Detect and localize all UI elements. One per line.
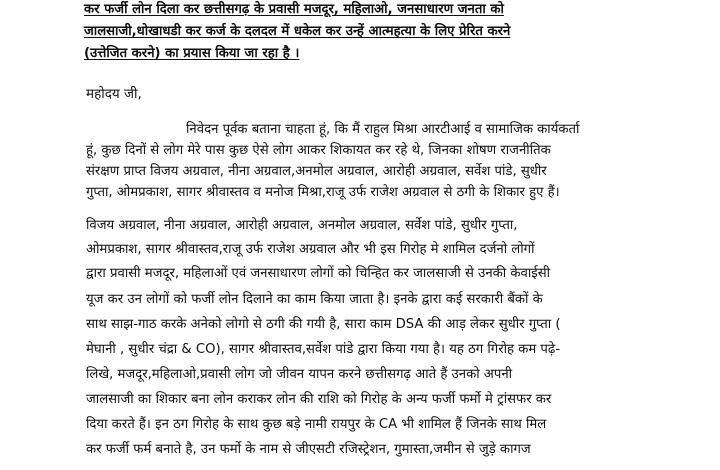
body-line: लिखे, मजदूर,महिलाओ,प्रवासी लोग जो जीवन यापन करने छत्तीसगढ़ आते हैं उनको अपनी <box>86 367 513 382</box>
body-line: संरक्षण प्राप्त विजय अग्रवाल, नीना अग्रवाल,अनमोल अग्रवाल, आरोही अग्रवाल, सर्वेश पांडे, सुधीर <box>86 164 547 179</box>
body-line: विजय अग्रवाल, नीना अग्रवाल, आरोही अग्रवाल, अनमोल अग्रवाल, सर्वेश पांडे, सुधीर गुप्ता, <box>86 218 518 233</box>
body-line: हूं, कुछ दिनों से लोग मेरे पास कुछ ऐसे लोग आकर शिकायत कर रहे थे, जिनका शोषण राजनीतिक <box>86 143 551 158</box>
body-line: जालसाजी का शिकार बना लोन कराकर लोन की राशि को गिरोह के अन्य फर्जी फर्मो मे ट्रांसफर कर <box>86 392 552 407</box>
body-line: गुप्ता, ओमप्रकाश, सागर श्रीवास्तव व मनोज मिश्रा,राजू उर्फ राजेश अग्रवाल से ठगी के शिकार हुए हैं। <box>86 185 560 200</box>
body-line: मेघानी , सुधीर चंद्रा & CO), सागर श्रीवास्तव,सर्वेश पांडे द्वारा किया गया है। यह ठग गिरोह कम पढ़े- <box>86 342 561 357</box>
body-line: साथ साझ-गाठ करके अनेको लोगो से ठगी की गयी है, सारा काम DSA की आड़ लेकर सुधीर गुप्ता ( <box>86 317 561 332</box>
body-line: द्वारा प्रवासी मजदूर, महिलाओं एवं जनसाधारण लोगों को चिन्हित कर जालसाजी से उनकी केवाईसी <box>86 266 551 281</box>
subject-line: कर फर्जी लोन दिला कर छत्तीसगढ़ के प्रवासी मजदूर, महिलाओ, जनसाधारण जनता को <box>84 2 504 17</box>
subject-line: (उत्तेजित करने) का प्रयास किया जा रहा है । <box>84 46 300 61</box>
salutation: महोदय जी, <box>86 86 142 102</box>
body-line: कर फर्जी फर्म बनाते है, उन फर्मो के नाम से जीएसटी रजिस्ट्रेशन, गुमास्ता,जमीन से जुड़े कागज <box>86 442 531 457</box>
body-line: यूज कर उन लोगों को फर्जी लोन दिलाने का काम किया जाता है। इनके द्वारा कई सरकारी बैंकों के <box>86 292 543 307</box>
body-line: ओमप्रकाश, सागर श्रीवास्तव,राजू उर्फ राजेश अग्रवाल और भी इस गिरोह मे शामिल दर्जनो लोगों <box>86 242 535 257</box>
body-line: निवेदन पूर्वक बताना चाहता हूं, कि मैं राहुल मिश्रा आरटीआई व सामाजिक कार्यकर्ता <box>186 122 580 137</box>
subject-line: जालसाजी,धोखाधडी कर कर्ज के दलदल में धकेल कर उन्हें आत्महत्या के लिए प्रेरित करने <box>84 24 511 39</box>
body-line: दिया करते हैं। इन ठग गिरोह के साथ कुछ बड़े नामी रायपुर के CA भी शामिल हैं जिनके साथ मिल <box>86 417 547 432</box>
